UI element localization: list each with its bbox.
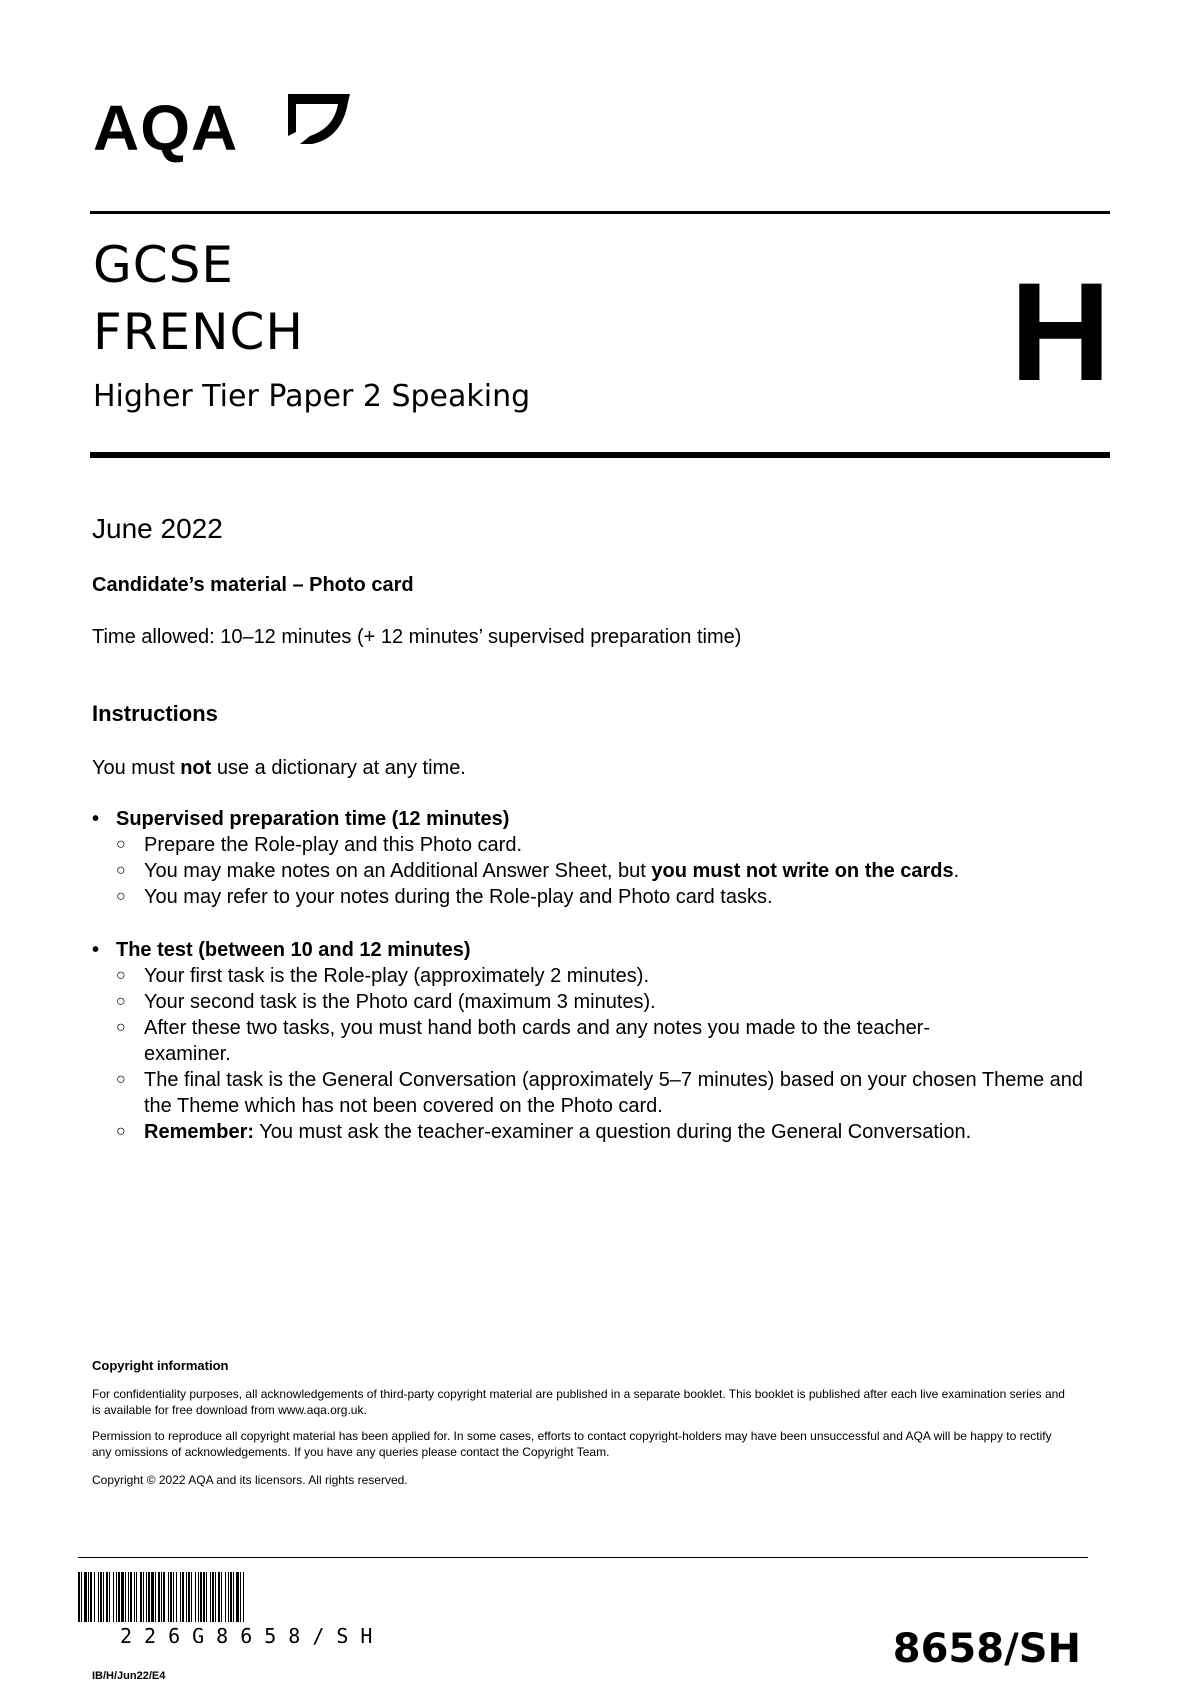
material-label: Candidate’s material – Photo card: [92, 574, 414, 596]
barcode-bar: [244, 1572, 246, 1622]
footer-rule: [78, 1557, 1088, 1558]
list-item: ○ You may refer to your notes during the Role-play and Photo card tasks.: [116, 886, 773, 908]
circle-bullet-icon: ○: [116, 862, 126, 879]
tier-letter: H: [1009, 253, 1111, 410]
circle-bullet-icon: ○: [116, 888, 126, 905]
list-item: ○ You may make notes on an Additional Answer Sheet, but you must not write on the cards.: [116, 860, 960, 882]
title-rule: [90, 452, 1110, 458]
section-title: The test (between 10 and 12 minutes): [116, 939, 471, 961]
instructions-heading: Instructions: [92, 701, 218, 726]
circle-bullet-icon: ○: [116, 1019, 126, 1036]
list-item: ○ The final task is the General Conversation (approximately 5–7 minutes) based on your chosen Theme and the Theme which has not been covered on the Photo card.: [116, 1069, 1084, 1117]
circle-bullet-icon: ○: [116, 836, 126, 853]
dictionary-instruction: You must not use a dictionary at any time.: [92, 757, 466, 779]
circle-bullet-icon: ○: [116, 993, 126, 1010]
aqa-logo-text: AQA: [93, 92, 239, 164]
circle-bullet-icon: ○: [116, 967, 126, 984]
qualification-title: GCSE: [93, 236, 234, 294]
copyright-heading: Copyright information: [92, 1358, 229, 1373]
copyright-notice: Copyright © 2022 AQA and its licensors. All rights reserved.: [92, 1473, 408, 1487]
test-section: [92, 937, 1092, 1145]
list-item: ○ Remember: You must ask the teacher-examiner a question during the General Conversation.: [116, 1121, 972, 1143]
list-item: ○ Your first task is the Role-play (approximately 2 minutes).: [116, 965, 650, 987]
circle-bullet-icon: ○: [116, 1071, 126, 1088]
header-rule: [90, 211, 1110, 214]
copyright-paragraph: Permission to reproduce all copyright material has been applied for. In some cases, efforts to contact copyright-holders may have been unsuccessful and AQA will be happy to rectify any omissions of acknowledgements. If you have any queries please contact the Copyright Team.: [92, 1429, 1052, 1459]
document-reference: IB/H/Jun22/E4: [92, 1670, 166, 1682]
preparation-section: [92, 806, 1092, 910]
bullet-icon: •: [92, 808, 100, 830]
section-title: Supervised preparation time (12 minutes): [116, 808, 510, 830]
copyright-paragraph: For confidentiality purposes, all acknowledgements of third-party copyright material are published in a separate booklet. This booklet is published after each live examination series and is available for free download from www.aqa.org.uk.: [92, 1387, 1065, 1417]
list-item: ○ Your second task is the Photo card (maximum 3 minutes).: [116, 991, 656, 1013]
barcode-number: 226G8658/SH: [120, 1624, 385, 1648]
time-allowed: Time allowed: 10–12 minutes (+ 12 minutes’ supervised preparation time): [92, 626, 742, 648]
bullet-icon: •: [92, 939, 100, 961]
paper-subtitle: Higher Tier Paper 2 Speaking: [93, 379, 531, 414]
subject-title: FRENCH: [93, 303, 305, 361]
exam-date: June 2022: [92, 513, 223, 544]
list-item: ○ After these two tasks, you must hand both cards and any notes you made to the teacher-examiner.: [116, 1017, 931, 1065]
paper-code: 8658/SH: [892, 1626, 1081, 1672]
circle-bullet-icon: ○: [116, 1123, 126, 1140]
barcode-icon: [78, 1572, 444, 1622]
list-item: ○ Prepare the Role-play and this Photo card.: [116, 834, 522, 856]
aqa-leaf-logo-icon: [282, 92, 354, 154]
